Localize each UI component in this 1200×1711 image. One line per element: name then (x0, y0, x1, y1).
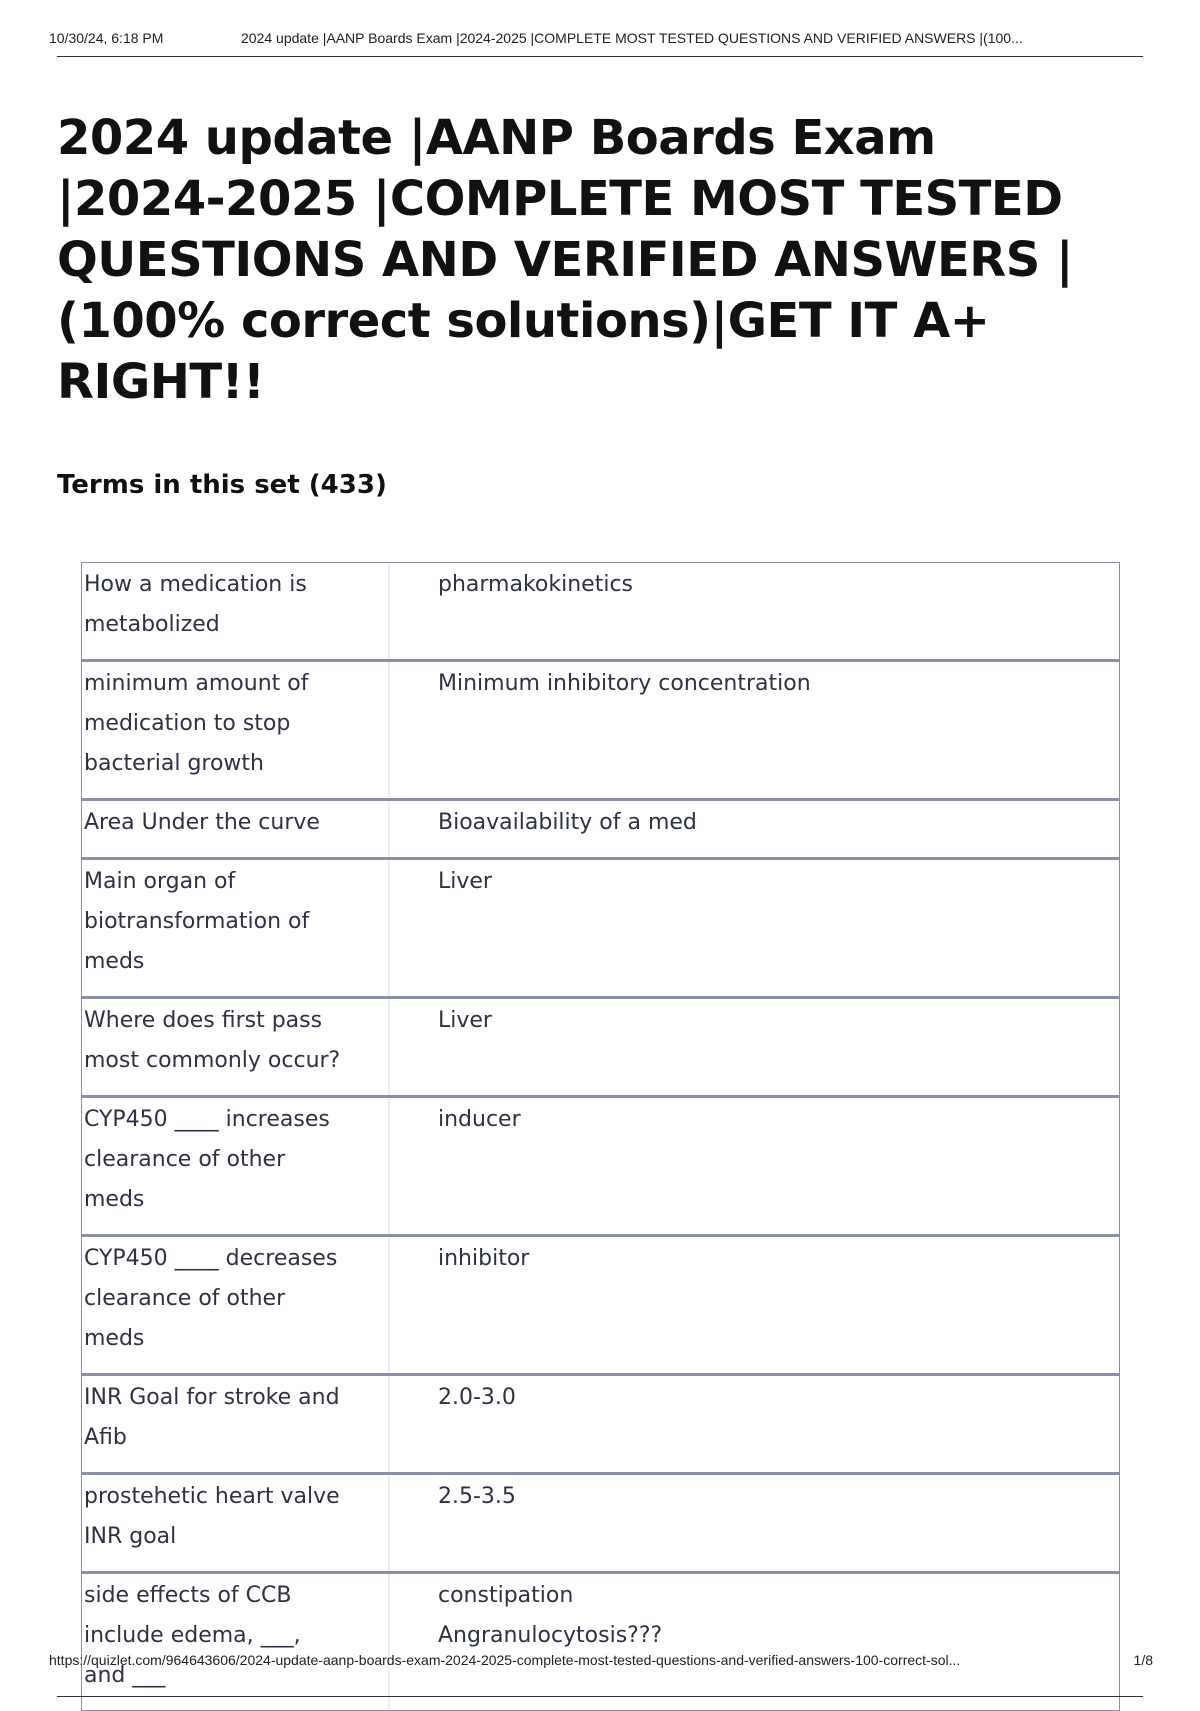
term-text: CYP450 ____ decreases clearance of other meds (82, 1237, 390, 1373)
print-footer (49, 1652, 1153, 1668)
table-row[interactable] (82, 1376, 1119, 1475)
table-row[interactable] (82, 801, 1119, 860)
table-row[interactable] (82, 1237, 1119, 1376)
term-text: Main organ of biotransformation of meds (82, 860, 390, 996)
term-text: side effects of CCB include edema, ___, and ___ (82, 1574, 390, 1710)
table-row[interactable] (82, 1574, 1119, 1710)
page-number: 1/8 (1133, 1652, 1153, 1668)
definition-text: Liver (438, 869, 492, 894)
definition-text: Minimum inhibitory concentration (438, 671, 811, 696)
page-title: 2024 update |AANP Boards Exam |2024-2025 |COMPLETE MOST TESTED QUESTIONS AND VERIFIED ANSWERS |(100% correct solutions)|GET IT A+ RIGHT!! (57, 110, 1074, 410)
table-row[interactable] (82, 662, 1119, 801)
definition-text: Bioavailability of a med (438, 810, 697, 835)
print-header (49, 30, 1143, 46)
table-row[interactable] (82, 1098, 1119, 1237)
table-row[interactable] (82, 999, 1119, 1098)
term-text: prostehetic heart valve INR goal (82, 1475, 390, 1571)
term-text: minimum amount of medication to stop bacterial growth (82, 662, 390, 798)
term-text: CYP450 ____ increases clearance of other meds (82, 1098, 390, 1234)
terms-count-heading: Terms in this set (433) (57, 470, 387, 500)
print-header-title: 2024 update |AANP Boards Exam |2024-2025 |COMPLETE MOST TESTED QUESTIONS AND VERIFIED ANSWERS |(100... (241, 30, 1023, 46)
table-row[interactable] (82, 1475, 1119, 1574)
term-text: INR Goal for stroke and Afib (82, 1376, 390, 1472)
definition-text: 2.5-3.5 (438, 1484, 516, 1509)
definition-text: Liver (438, 1008, 492, 1033)
term-text: Where does first pass most commonly occur? (82, 999, 390, 1095)
footer-divider (57, 1696, 1143, 1697)
terms-table (81, 562, 1120, 1711)
print-date: 10/30/24, 6:18 PM (49, 30, 164, 46)
definition-text: constipation Angranulocytosis??? (438, 1583, 663, 1648)
definition-text: inducer (438, 1107, 521, 1132)
table-row[interactable] (82, 860, 1119, 999)
definition-text: inhibitor (438, 1246, 530, 1271)
header-divider (57, 56, 1143, 57)
table-row[interactable] (82, 563, 1119, 662)
definition-text: 2.0-3.0 (438, 1385, 516, 1410)
term-text: How a medication is metabolized (82, 563, 390, 659)
page-url: https://quizlet.com/964643606/2024-update-aanp-boards-exam-2024-2025-complete-most-tested-questions-and-verified-answers-100-correct-sol... (49, 1652, 961, 1668)
term-text: Area Under the curve (82, 801, 390, 857)
definition-text: pharmakokinetics (438, 572, 634, 597)
